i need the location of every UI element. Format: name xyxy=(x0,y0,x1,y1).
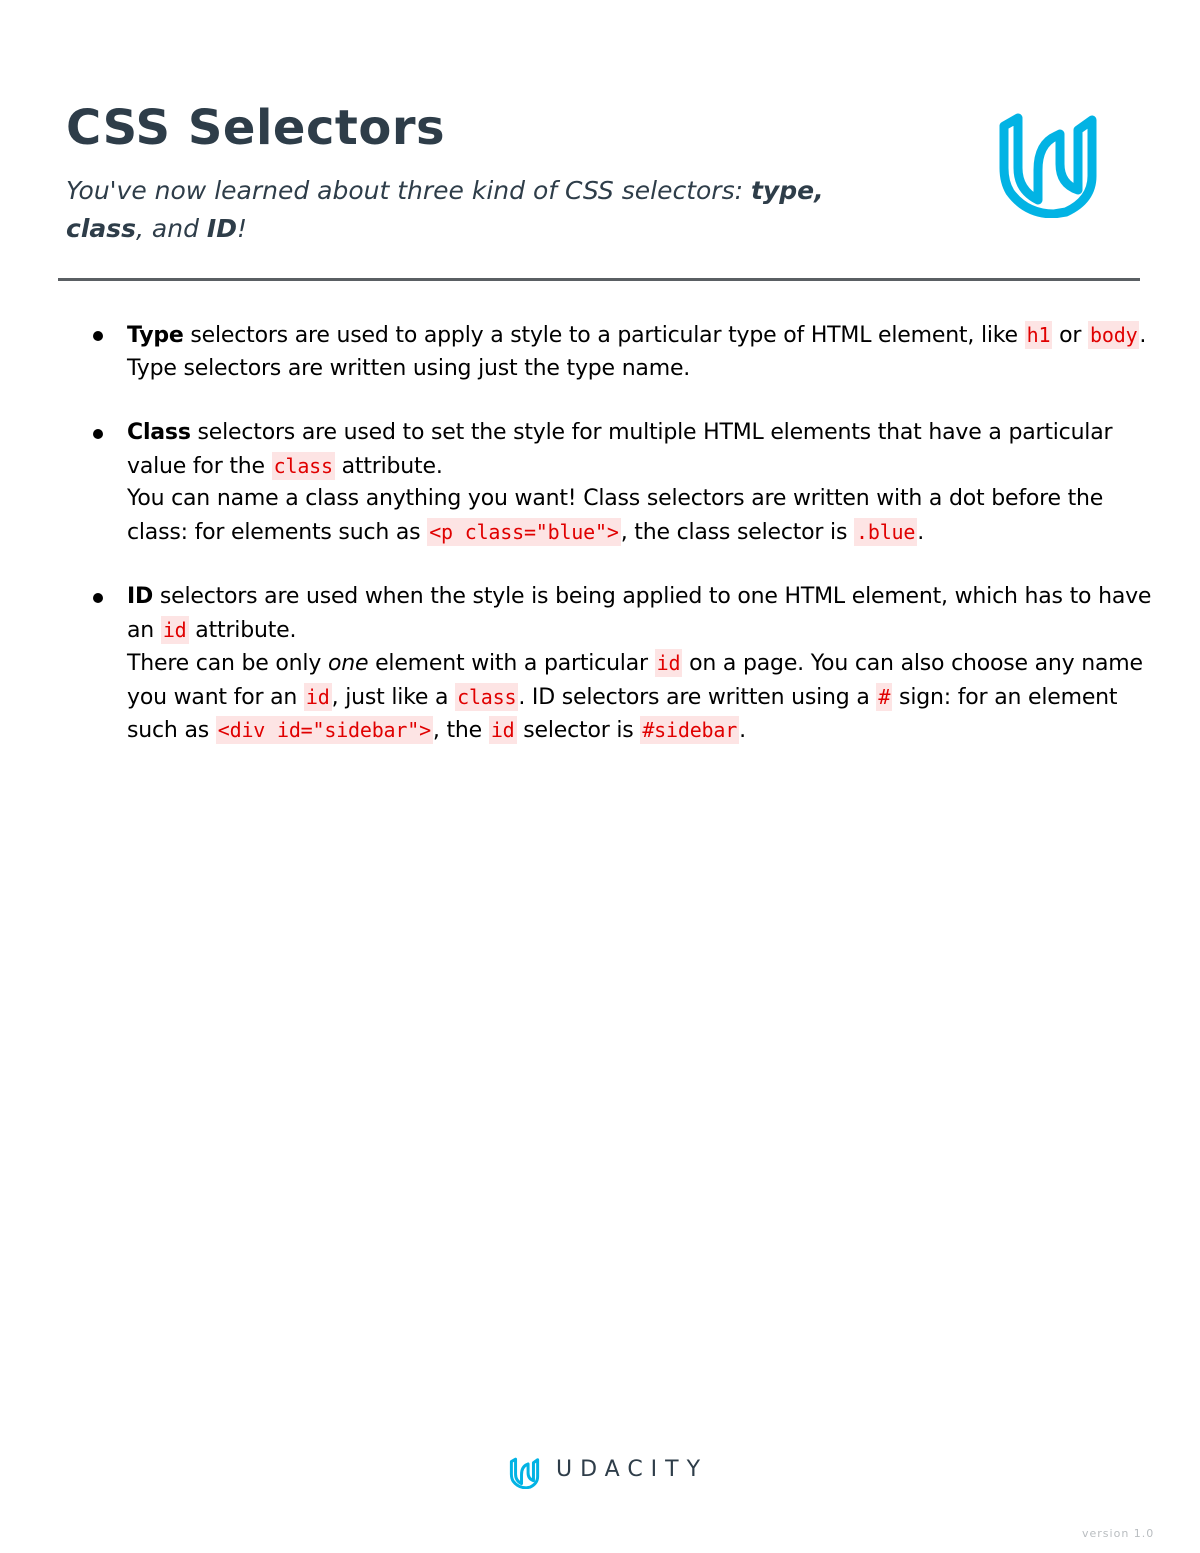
code-snippet: body xyxy=(1090,323,1138,347)
subtitle-id: ID xyxy=(206,214,237,243)
text: , just like a xyxy=(331,684,456,710)
header-divider xyxy=(58,278,1140,281)
term-id: ID xyxy=(127,584,154,609)
text: . xyxy=(1139,323,1147,348)
text: on a page. You can also choose any name you want for an xyxy=(127,651,1143,710)
code-snippet: class xyxy=(273,453,333,478)
text: selectors are used to set the style for multiple HTML elements that have a particular value for the xyxy=(127,420,1113,479)
page-subtitle xyxy=(66,172,886,248)
text: . ID selectors are written using a xyxy=(518,684,877,710)
text: , the xyxy=(432,718,489,743)
code-snippet: # xyxy=(878,684,891,709)
bullet-icon xyxy=(93,593,103,603)
text: There can be only xyxy=(127,651,328,676)
udacity-footer-logo-icon xyxy=(508,1455,544,1489)
text: attribute. xyxy=(188,617,297,643)
text: or xyxy=(1052,323,1089,348)
code-snippet: <div id="sidebar"> xyxy=(217,718,431,742)
subtitle-class: class xyxy=(66,214,137,243)
text: sign: for an element such as xyxy=(127,684,1118,743)
subtitle-text: You've now learned about three kind of CSS selectors: xyxy=(66,176,751,205)
code-snippet: id xyxy=(490,718,515,742)
bullet-icon xyxy=(93,429,103,439)
text: attribute. xyxy=(334,453,443,479)
udacity-logo-icon xyxy=(996,104,1110,218)
text: selectors are used to apply a style to a particular type of HTML element, like xyxy=(183,323,1025,348)
code-snippet: class xyxy=(457,684,517,709)
text: selector is xyxy=(516,718,641,743)
code-snippet: id xyxy=(656,651,681,675)
text: Type selectors are written using just the type name. xyxy=(127,355,691,381)
subtitle-type: type xyxy=(750,176,815,205)
code-snippet: <p class="blue"> xyxy=(429,519,619,544)
text: . xyxy=(739,718,746,743)
subtitle-end: ! xyxy=(236,214,247,243)
code-snippet: .blue xyxy=(856,519,916,544)
text: You can name a class anything you want! Class selectors are written with a dot before the class: for elements such as xyxy=(127,486,1104,545)
code-snippet: id xyxy=(162,617,187,642)
list-item-id xyxy=(127,581,1157,748)
page-title: CSS Selectors xyxy=(66,100,446,156)
text: selectors are used when the style is being applied to one HTML element, which has to have an xyxy=(127,584,1152,643)
list-item-type xyxy=(127,319,1157,385)
version-label: version 1.0 xyxy=(1082,1527,1155,1540)
text: . xyxy=(917,519,925,545)
footer-brand: UDACITY xyxy=(556,1457,709,1482)
text: , the class selector is xyxy=(620,519,855,545)
term-type: Type xyxy=(127,323,184,348)
subtitle-sep: , and xyxy=(136,214,207,243)
code-snippet: id xyxy=(305,684,330,709)
subtitle-sep: , xyxy=(814,176,824,205)
bullet-icon xyxy=(93,331,103,341)
code-snippet: h1 xyxy=(1026,323,1051,347)
selector-list xyxy=(127,319,1157,780)
text: element with a particular xyxy=(368,651,655,676)
code-snippet: #sidebar xyxy=(642,718,738,742)
list-item-class xyxy=(127,417,1157,549)
emphasis: one xyxy=(327,651,369,676)
term-class: Class xyxy=(127,420,191,445)
